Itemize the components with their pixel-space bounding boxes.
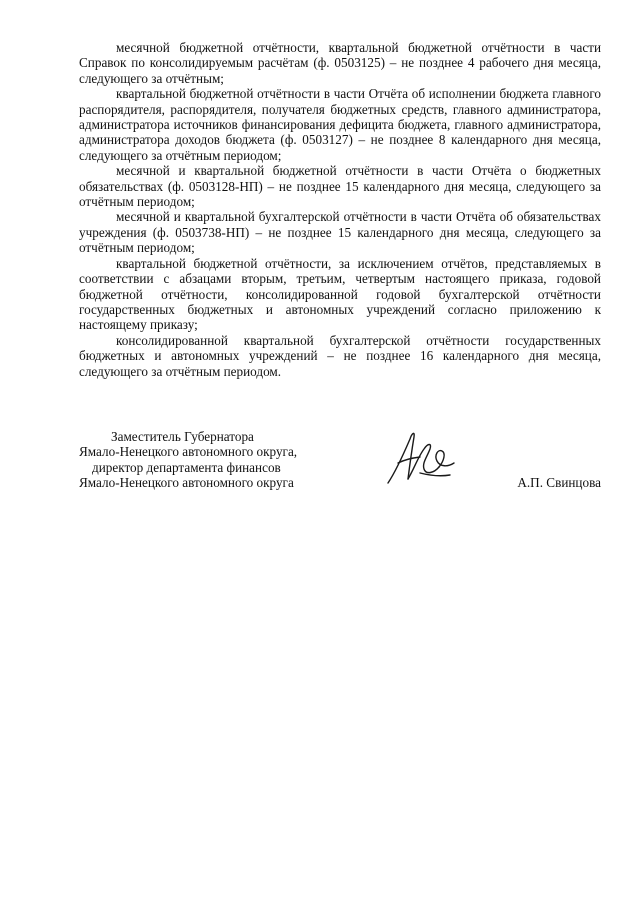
paragraph-quarterly-except-reports: квартальной бюджетной отчётности, за исключением отчётов, представляемых в соответствии с абзацами вторым, третьим, четвертым настоящего приказа, годовой бюджетной отчётности, консолидированной годовой бухгалтерской отчётности государственных бюджетных и автономных учреждений согласно приложению к настоящему приказу; [79, 255, 601, 333]
paragraph-budget-execution-report: квартальной бюджетной отчётности в части Отчёта об исполнении бюджета главного распорядителя, распорядителя, получателя бюджетных средств, главного администратора, администратора источников финансирования дефицита бюджета, главного администратора, администратора доходов бюджета (ф. 0503127) – не позднее 8 календарного дня месяца, следующего за отчётным периодом; [79, 86, 601, 163]
paragraph-budget-obligations-report: месячной и квартальной бюджетной отчётности в части Отчёта о бюджетных обязательствах (ф. 0503128-НП) – не позднее 15 календарного дня месяца, следующего за отчётным периодом; [79, 163, 601, 210]
document-body [79, 40, 601, 379]
signer-title-line: директор департамента финансов [92, 459, 281, 475]
signer-title-line: Ямало-Ненецкого автономного округа [79, 475, 294, 491]
signature-block [79, 429, 601, 499]
paragraph-consolidated-quarterly: консолидированной квартальной бухгалтерской отчётности государственных бюджетных и автономных учреждений – не позднее 16 календарного дня месяца, следующего за отчётным периодом. [79, 332, 601, 379]
paragraph-monthly-quarterly-certificates: месячной бюджетной отчётности, квартальной бюджетной отчётности в части Справок по консолидируемым расчётам (ф. 0503125) – не позднее 4 рабочего дня месяца, следующего за отчётным; [79, 40, 601, 86]
handwritten-signature [384, 427, 464, 489]
signer-title-line: Заместитель Губернатора [111, 429, 254, 444]
signer-title-line: Ямало-Ненецкого автономного округа, [79, 444, 298, 460]
signer-name: А.П. Свинцова [517, 475, 601, 490]
signer-title [79, 429, 339, 491]
paragraph-institution-obligations-report: месячной и квартальной бухгалтерской отчётности в части Отчёта об обязательствах учреждения (ф. 0503738-НП) – не позднее 15 календарного дня месяца, следующего за отчётным периодом; [79, 209, 601, 256]
